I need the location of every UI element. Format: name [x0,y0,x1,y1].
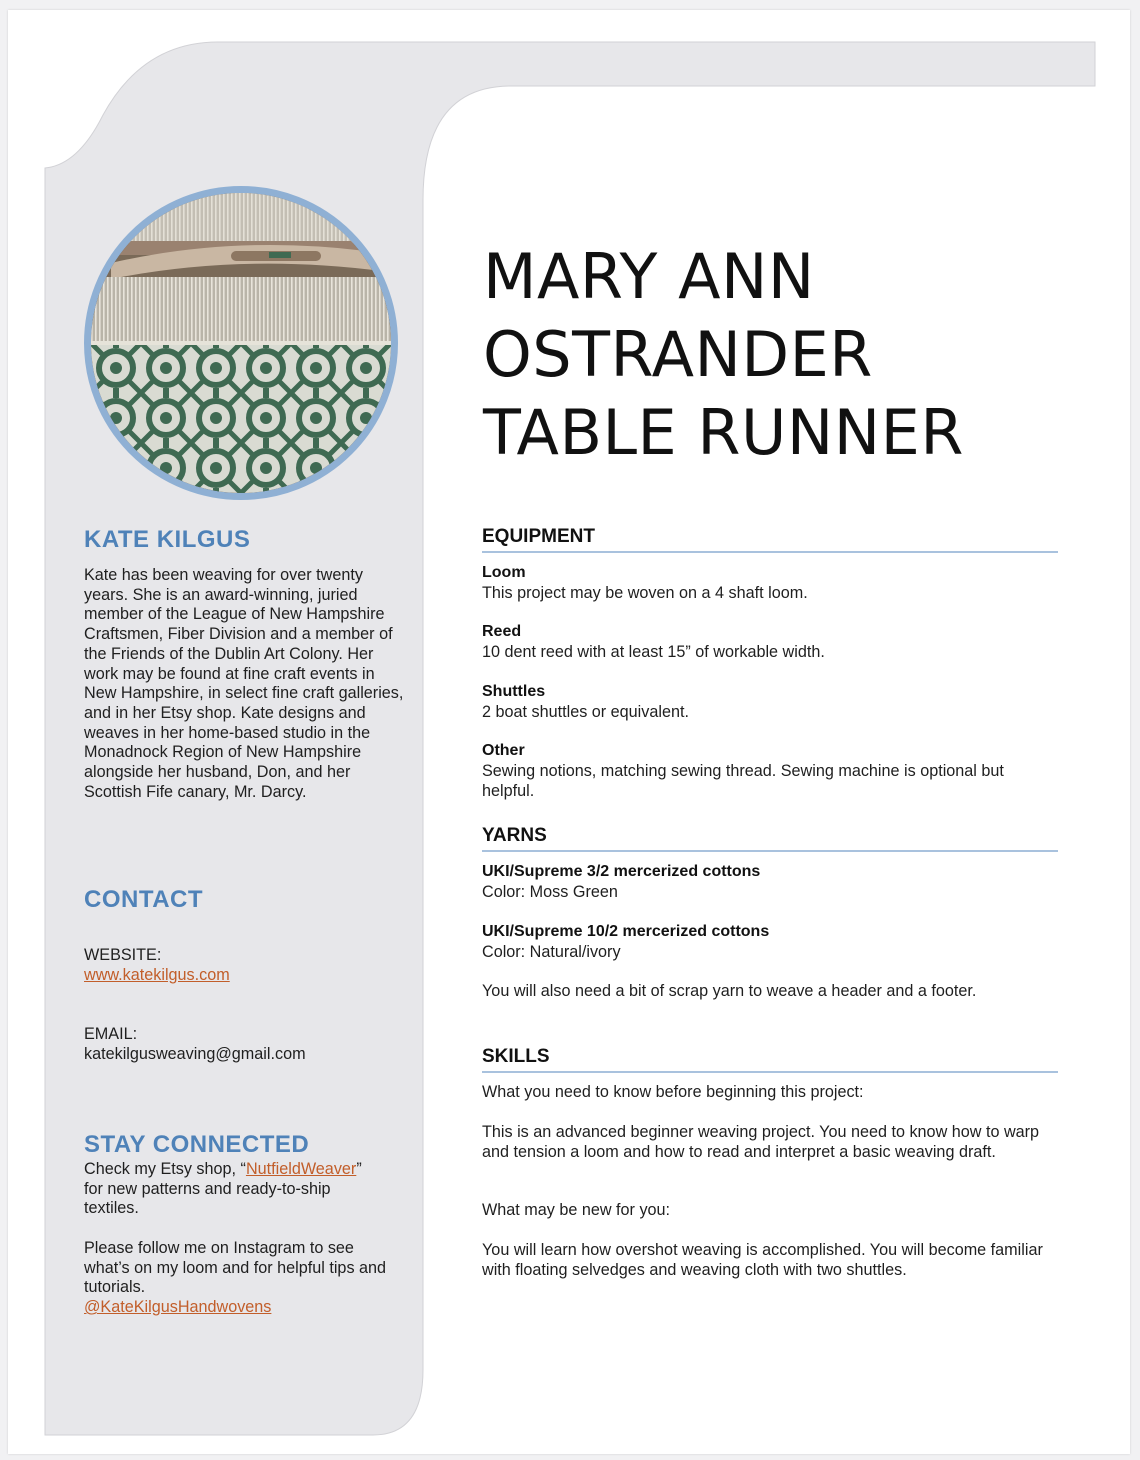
yarns-note: You will also need a bit of scrap yarn to weave a header and a footer. [482,982,977,1000]
title-line-3: TABLE RUNNER [483,396,964,469]
skills-requirements: This is an advanced beginner weaving project. You need to know how to warp and tension a loom and how to read and interpret a basic weaving draft. [482,1123,1040,1161]
etsy-text [84,1160,384,1219]
yarn-1-label: UKI/Supreme 3/2 mercerized cottons [482,863,761,880]
skills-new-text: You will learn how overshot weaving is accomplished. You will become familiar with floating selvedges and weaving cloth with two shuttles. [482,1241,1043,1279]
equipment-heading: EQUIPMENT [482,526,1058,553]
yarn-2-color: Color: Natural/ivory [482,943,621,961]
website-label: WEBSITE: [84,946,162,964]
equipment-reed-text: 10 dent reed with at least 15” of workable width. [482,643,825,661]
email-address: katekilgusweaving@gmail.com [84,1045,306,1063]
etsy-shop-link[interactable]: NutfieldWeaver [245,1160,357,1178]
yarn-1-color: Color: Moss Green [482,883,618,901]
page-title [483,238,964,472]
website-link-wrap [84,966,404,986]
title-line-1: MARY ANN [483,240,815,313]
document-page [8,10,1130,1454]
instagram-link[interactable]: @KateKilgusHandwovens [84,1298,272,1316]
equipment-other-label: Other [482,742,525,759]
equipment-shuttles-label: Shuttles [482,683,546,700]
instagram-link-wrap [84,1298,404,1318]
email-label: EMAIL: [84,1025,138,1043]
yarn-2-label: UKI/Supreme 10/2 mercerized cottons [482,923,770,940]
contact-heading: CONTACT [84,886,204,913]
equipment-shuttles-text: 2 boat shuttles or equivalent. [482,703,689,721]
skills-new-intro: What may be new for you: [482,1201,671,1219]
stay-connected-heading: STAY CONNECTED [84,1131,310,1158]
loom-photo [84,186,398,500]
equipment-loom-label: Loom [482,564,526,581]
equipment-other-text: Sewing notions, matching sewing thread. Sewing machine is optional but helpful. [482,762,1004,800]
etsy-text-pre: Check my Etsy shop, “ [84,1160,246,1178]
equipment-reed-label: Reed [482,623,522,640]
title-line-2: OSTRANDER [483,318,873,391]
instagram-text: Please follow me on Instagram to see what’s on my loom and for helpful tips and tutorials. [84,1239,387,1297]
about-bio: Kate has been weaving for over twenty years. She is an award-winning, juried member of the League of New Hampshire Craftsmen, Fiber Division and a member of the Friends of the Dublin Art Colony. Her work may be found at fine craft events in New Hampshire, in select fine craft galleries, and in her Etsy shop. Kate designs and weaves in her home-based studio in the Monadnock Region of New Hampshire alongside her husband, Don, and her Scottish Fife canary, Mr. Darcy. [84,566,404,801]
equipment-loom-text: This project may be woven on a 4 shaft loom. [482,584,808,602]
website-link[interactable]: www.katekilgus.com [84,966,230,984]
about-heading: KATE KILGUS [84,526,251,553]
skills-heading: SKILLS [482,1046,1058,1073]
etsy-text-post: ” for new patterns and ready-to-ship textiles. [84,1160,362,1218]
yarns-heading: YARNS [482,825,1058,852]
skills-intro: What you need to know before beginning this project: [482,1083,864,1101]
